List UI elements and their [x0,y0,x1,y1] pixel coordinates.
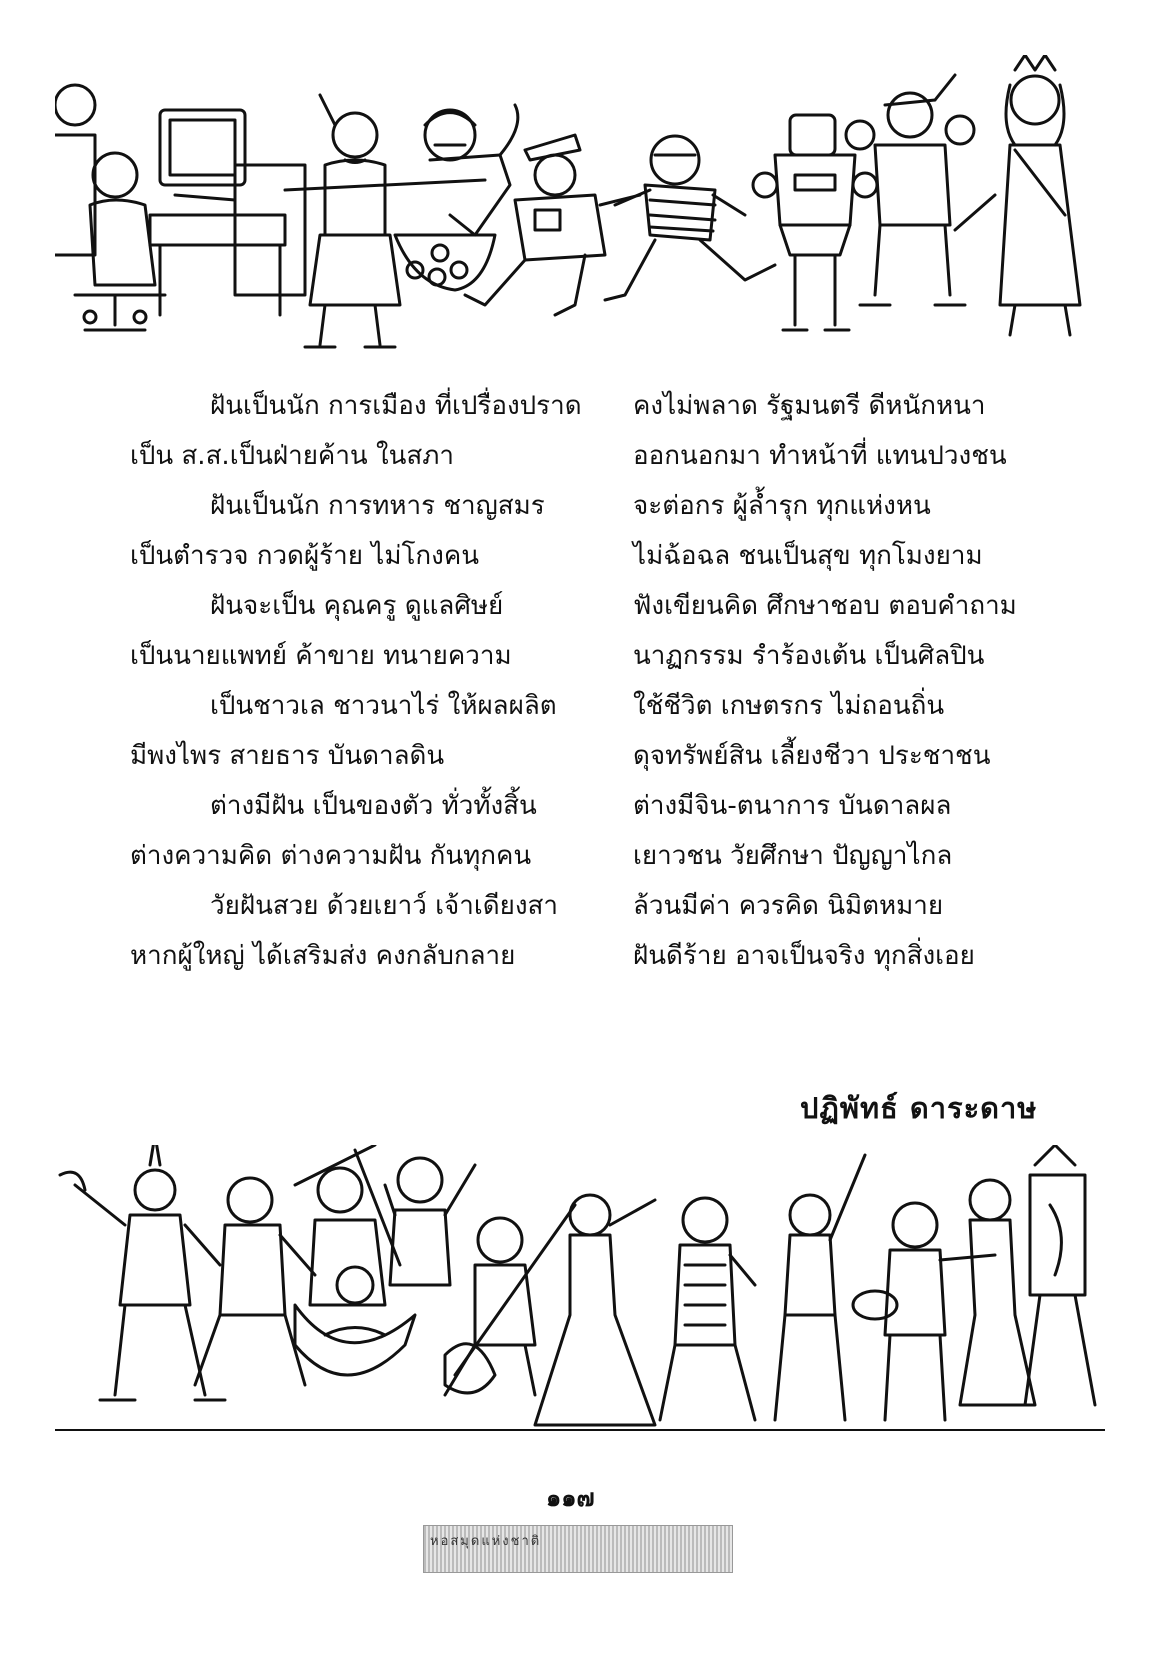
poem-line: ฝันจะเป็น คุณครู ดูแลศิษย์ [210,591,504,621]
guitarist-figure [445,1205,575,1395]
poem-line: ฝันดีร้าย อาจเป็นจริง ทุกสิ่งเอย [633,941,975,971]
model-with-easel-figure [960,1145,1095,1405]
poem-line: ดุจทรัพย์สิน เลี้ยงชีวา ประชาชน [633,741,991,771]
poem-line: วัยฝันสวย ด้วยเยาว์ เจ้าเดียงสา [210,891,559,921]
author-signature: ปฏิพัทธ์ ดาระดาษ [800,1091,1038,1125]
poem-line: ต่างความคิด ต่างความฝัน กันทุกคน [130,841,532,871]
female-singer-figure [535,1195,655,1425]
bottom-arts-illustration [55,1145,1105,1445]
poem-line: ต่างมีฝัน เป็นของตัว ทั่วทั้งสิ้น [210,791,537,821]
poem-line: หากผู้ใหญ่ ได้เสริมส่ง คงกลับกลาย [130,941,516,971]
police-officer-figure [465,135,640,315]
poem-line: มีพงไพร สายธาร บันดาลดิน [130,741,445,771]
masked-performer-figure [425,105,518,235]
library-stamp [423,1525,733,1573]
running-thief-figure [605,136,775,300]
athlete-figure [753,115,877,330]
thai-dancer-figure [60,1145,225,1400]
poem-line: ออกนอกมา ทำหน้าที่ แทนปวงชน [633,441,1007,471]
poem-line: นาฏกรรม รำร้องเต้น เป็นศิลปิน [633,641,985,671]
poem-line: ต่างมีจิน-ตนาการ บันดาลผล [633,791,952,821]
top-professions-illustration [55,55,1105,355]
surprised-man-figure [385,1158,475,1285]
poem-line: เยาวชน วัยศึกษา ปัญญาไกล [633,841,953,871]
poem-line: คงไม่พลาด รัฐมนตรี ดีหนักหนา [633,391,986,421]
poem-line: ฟังเขียนคิด ศึกษาชอบ ตอบคำถาม [633,591,1017,621]
boxer-figure [846,75,974,305]
poem-line: ใช้ชีวิต เกษตรกร ไม่ถอนถิ่น [633,691,945,721]
poem-line: เป็นนายแพทย์ ค้าขาย ทนายความ [130,641,512,671]
poem-line: ล้วนมีค่า ควรคิด นิมิตหมาย [633,891,944,921]
office-worker-figure [55,85,305,330]
dancer-woman-figure [775,1155,865,1420]
poem-line: ไม่ฉ้อฉล ชนเป็นสุข ทุกโมงยาม [633,541,983,571]
vendor-woman-figure [285,95,495,347]
poem-line: ฝันเป็นนัก การเมือง ที่เปรื่องปราด [210,391,582,421]
poem-line: จะต่อกร ผู้ล้ำรุก ทุกแห่งหน [633,491,931,521]
beauty-queen-figure [955,55,1080,335]
poem-line: เป็นตำรวจ กวดผู้ร้าย ไม่โกงคน [130,541,480,571]
page-number: ๑๑๗ [546,1484,595,1512]
stamp-text: หอสมุดแห่งชาติ [430,1534,542,1549]
male-singer-figure [660,1198,755,1420]
poem-line: เป็น ส.ส.เป็นฝ่ายค้าน ในสภา [130,441,455,471]
khon-dancer-figure [195,1178,315,1385]
poem-line: ฝันเป็นนัก การทหาร ชาญสมร [210,491,545,521]
poem-line: เป็นชาวเล ชาวนาไร่ ให้ผลผลิต [210,691,557,721]
